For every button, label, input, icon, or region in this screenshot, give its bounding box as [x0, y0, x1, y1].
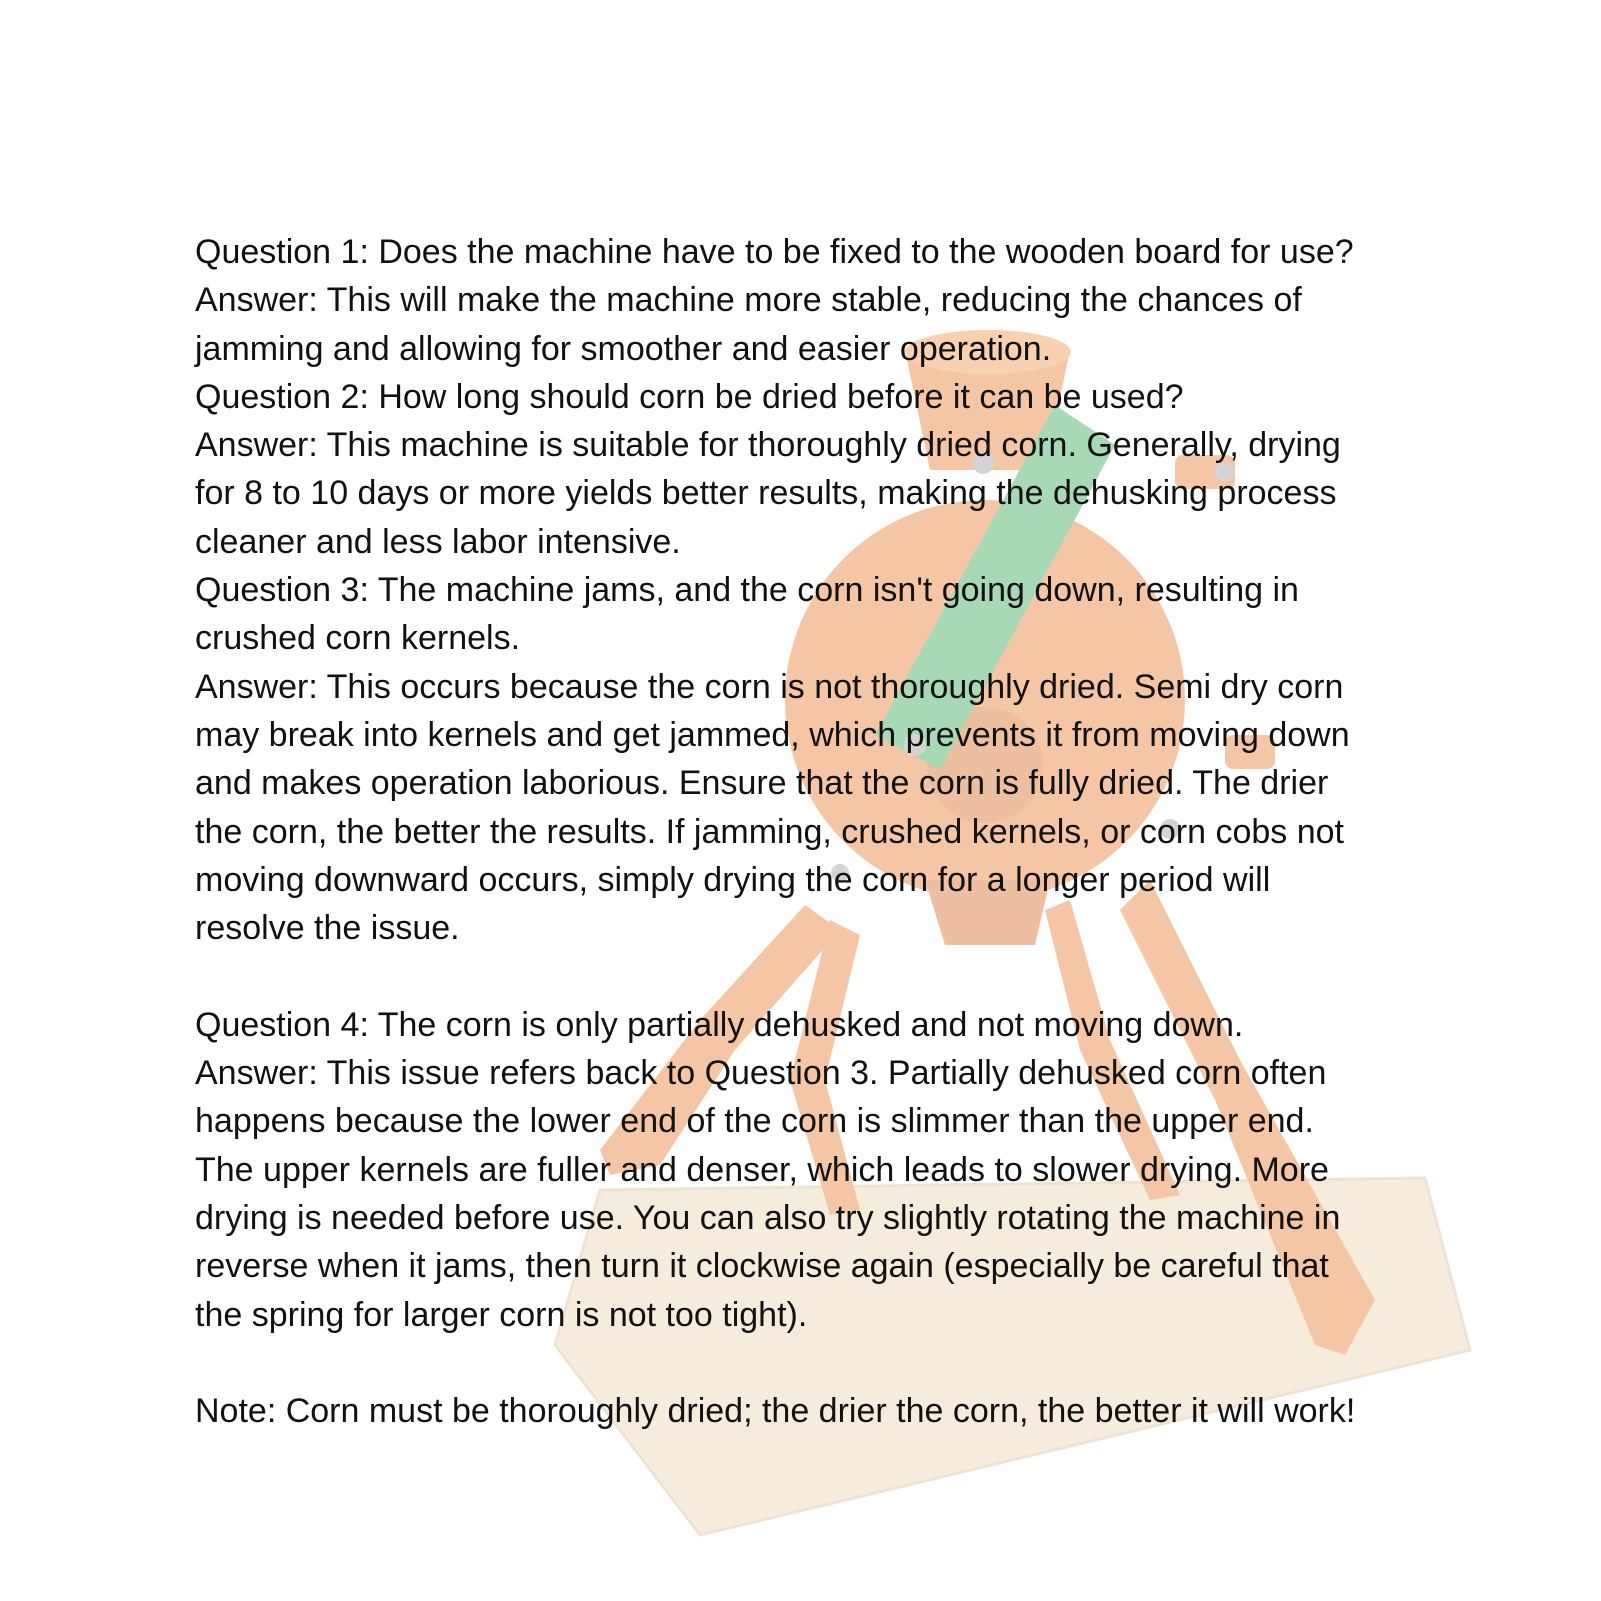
faq-text	[195, 228, 1455, 1435]
answer-3-line-1: Answer: This occurs because the corn is not thoroughly dried. Semi dry corn	[195, 667, 1344, 706]
question-3-line-2: crushed corn kernels.	[195, 619, 521, 658]
answer-4-line-6: the spring for larger corn is not too tight).	[195, 1295, 808, 1334]
question-1: Question 1: Does the machine have to be fixed to the wooden board for use?	[195, 233, 1354, 271]
note: Note: Corn must be thoroughly dried; the drier the corn, the better it will work!	[195, 1392, 1356, 1431]
answer-2-line-1: Answer: This machine is suitable for thoroughly dried corn. Generally, drying	[195, 426, 1341, 465]
answer-3-line-5: moving downward occurs, simply drying the corn for a longer period will	[195, 860, 1271, 899]
paragraph-gap	[195, 1339, 1455, 1387]
answer-3-line-4: the corn, the better the results. If jamming, crushed kernels, or corn cobs not	[195, 812, 1344, 851]
answer-2-line-3: cleaner and less labor intensive.	[195, 522, 681, 561]
answer-1-line-1: Answer: This will make the machine more stable, reducing the chances of	[195, 281, 1302, 320]
paragraph-gap	[195, 952, 1455, 1000]
answer-2-line-2: for 8 to 10 days or more yields better results, making the dehusking process	[195, 474, 1337, 513]
answer-1-line-2: jamming and allowing for smoother and easier operation.	[195, 329, 1052, 368]
question-3-line-1: Question 3: The machine jams, and the corn isn't going down, resulting in	[195, 571, 1299, 610]
answer-4-line-4: drying is needed before use. You can also try slightly rotating the machine in	[195, 1198, 1341, 1237]
answer-4-line-5: reverse when it jams, then turn it clockwise again (especially be careful that	[195, 1247, 1329, 1286]
answer-4-line-3: The upper kernels are fuller and denser, which leads to slower drying. More	[195, 1150, 1329, 1189]
answer-3-line-3: and makes operation laborious. Ensure that the corn is fully dried. The drier	[195, 764, 1329, 803]
question-4: Question 4: The corn is only partially dehusked and not moving down.	[195, 1005, 1244, 1044]
answer-4-line-1: Answer: This issue refers back to Question 3. Partially dehusked corn often	[195, 1054, 1327, 1093]
answer-4-line-2: happens because the lower end of the corn is slimmer than the upper end.	[195, 1102, 1314, 1141]
question-2: Question 2: How long should corn be dried before it can be used?	[195, 377, 1184, 416]
answer-3-line-6: resolve the issue.	[195, 909, 460, 948]
answer-3-line-2: may break into kernels and get jammed, which prevents it from moving down	[195, 715, 1350, 754]
